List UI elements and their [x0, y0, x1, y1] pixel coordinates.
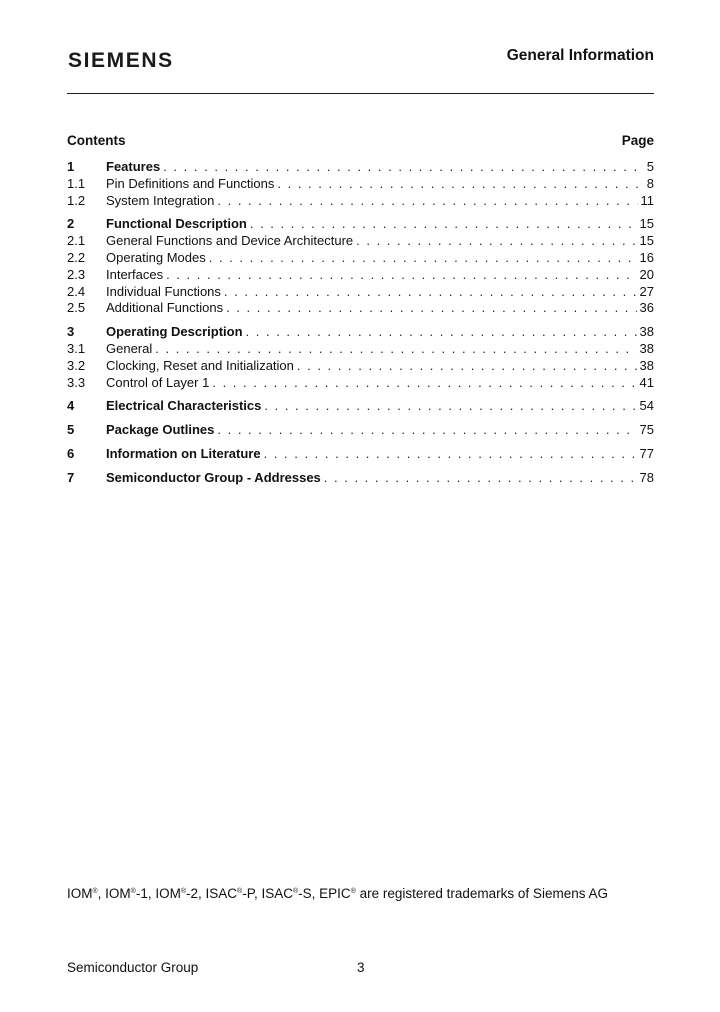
toc-entry-page: 5 [646, 159, 654, 174]
toc-dot-leader [264, 398, 636, 415]
toc-dot-leader [226, 300, 636, 317]
toc-entry-title: Clocking, Reset and Initialization [106, 357, 294, 373]
toc-entry-number: 3.1 [67, 340, 86, 356]
toc-dot-leader [163, 159, 644, 176]
toc-entry-title: Pin Definitions and Functions [106, 175, 275, 191]
section-title: General Information [506, 47, 654, 64]
toc-entry-page: 77 [639, 445, 654, 461]
toc-entry-page: 16 [639, 249, 654, 265]
toc-entry-title: General [106, 340, 153, 356]
toc-entry-page: 8 [646, 175, 654, 191]
toc-entry-number: 5 [67, 422, 75, 438]
toc-entry-title: System Integration [106, 192, 215, 208]
toc-entry-title: Interfaces [106, 266, 164, 282]
toc-dot-leader [155, 341, 636, 358]
toc-entry-title: Additional Functions [106, 300, 224, 316]
toc-entry-title: General Functions and Device Architecture [106, 233, 354, 249]
toc-entry-page: 54 [639, 398, 654, 414]
toc-dot-leader [324, 470, 637, 487]
toc-entry-number: 7 [67, 469, 75, 485]
toc-dot-leader [166, 267, 636, 284]
toc-entry-number: 2.3 [67, 266, 86, 282]
toc-dot-leader [217, 422, 636, 439]
toc-dot-leader [277, 176, 643, 193]
toc-entry-page: 20 [639, 266, 654, 282]
toc-entry-number: 1 [67, 159, 75, 174]
toc-entry-title: Information on Literature [106, 445, 261, 461]
toc-entry-title: Control of Layer 1 [106, 374, 210, 390]
toc-entry-page: 36 [639, 300, 654, 316]
toc-entry [67, 176, 654, 193]
toc-dot-leader [217, 193, 637, 210]
toc-entry-page: 38 [639, 324, 654, 340]
toc-entry-page: 38 [639, 340, 654, 356]
toc-entry-title: Operating Modes [106, 249, 206, 265]
toc-entry [67, 358, 654, 375]
toc-entry [67, 375, 654, 392]
toc-entry [67, 422, 654, 439]
toc-dot-leader [224, 284, 637, 301]
toc-entry-page: 41 [639, 374, 654, 390]
toc-entry-number: 2.1 [67, 233, 86, 249]
toc-entry [67, 193, 654, 210]
toc-entry-number: 1.1 [67, 175, 86, 191]
toc-entry-page: 38 [639, 357, 654, 373]
toc-entry [67, 284, 654, 301]
toc-entry [67, 267, 654, 284]
toc-dot-leader [356, 233, 636, 250]
toc-entry-title: Electrical Characteristics [106, 398, 262, 414]
toc-entry-page: 15 [639, 233, 654, 249]
toc-entry [67, 250, 654, 267]
toc-entry [67, 300, 654, 317]
toc-dot-leader [264, 446, 637, 463]
toc-entry-title: Features [106, 159, 161, 174]
toc-entry [67, 398, 654, 415]
toc-entry-number: 4 [67, 398, 75, 414]
toc-entry [67, 216, 654, 233]
toc-entry-number: 6 [67, 445, 75, 461]
toc-entry-title: Operating Description [106, 324, 243, 340]
toc-dot-leader [246, 324, 637, 341]
toc-entry-number: 3 [67, 324, 75, 340]
footer-page-number: 3 [357, 960, 365, 975]
toc-entry-page: 27 [639, 283, 654, 299]
toc-dot-leader [297, 358, 637, 375]
siemens-logo: SIEMENS [68, 49, 174, 72]
toc-dot-leader [209, 250, 637, 267]
toc-entry-page: 15 [639, 216, 654, 232]
toc-dot-leader [212, 375, 636, 392]
toc-entry [67, 341, 654, 358]
toc-entry-page: 11 [640, 192, 654, 208]
toc-entry-title: Package Outlines [106, 422, 215, 438]
toc-header [67, 133, 654, 148]
toc-entry-number: 3.2 [67, 357, 86, 373]
toc-entry-number: 2.2 [67, 249, 86, 265]
toc-entry-number: 2.5 [67, 300, 86, 316]
toc-entry-page: 75 [639, 422, 654, 438]
toc-entry-number: 2 [67, 216, 75, 232]
toc-entry-title: Functional Description [106, 216, 247, 232]
footer-publisher: Semiconductor Group [67, 960, 199, 975]
toc-entry-number: 2.4 [67, 283, 86, 299]
toc-entry-title: Semiconductor Group - Addresses [106, 469, 321, 485]
toc-entry [67, 470, 654, 487]
contents-heading: Contents [67, 133, 126, 148]
trademark-notice: IOM®, IOM®-1, IOM®-2, ISAC®-P, ISAC®-S, EPIC® are registered trademarks of Siemens AG [67, 886, 608, 901]
toc-dot-leader [250, 216, 637, 233]
toc-entry [67, 233, 654, 250]
toc-entry [67, 159, 654, 176]
toc-entry-number: 3.3 [67, 374, 86, 390]
header-divider [67, 93, 654, 94]
toc-entry [67, 446, 654, 463]
table-of-contents [67, 159, 654, 487]
toc-entry-title: Individual Functions [106, 283, 221, 299]
page-column-heading: Page [621, 133, 654, 148]
toc-entry-page: 78 [639, 469, 654, 485]
toc-entry [67, 324, 654, 341]
toc-entry-number: 1.2 [67, 192, 86, 208]
